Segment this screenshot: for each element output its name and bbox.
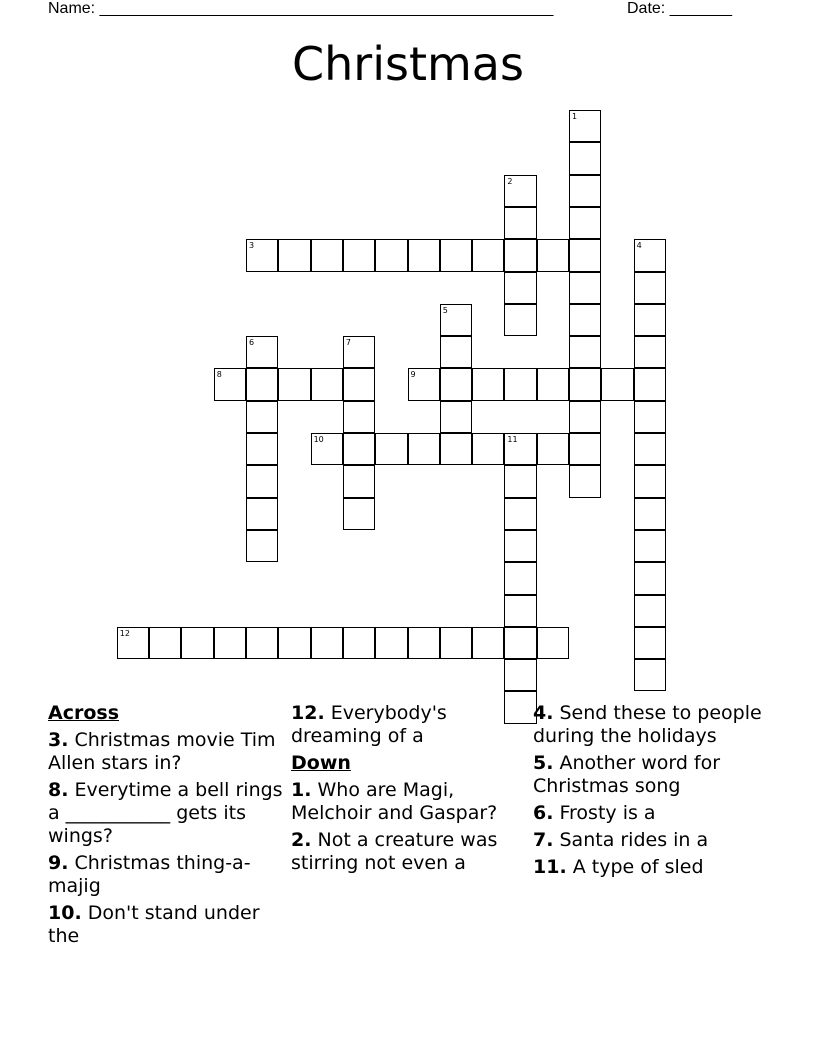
grid-cell[interactable]	[440, 368, 472, 400]
grid-cell[interactable]	[246, 401, 278, 433]
grid-cell[interactable]	[246, 465, 278, 497]
across-heading: Across	[48, 702, 120, 724]
clue-number: 12.	[291, 702, 325, 724]
grid-cell[interactable]	[472, 433, 504, 465]
grid-cell[interactable]	[375, 627, 407, 659]
clues-column-2	[291, 702, 526, 879]
clue-number: 1.	[291, 779, 312, 801]
grid-cell[interactable]	[634, 562, 666, 594]
name-field[interactable]: Name: ___________________________________________________	[48, 0, 554, 17]
grid-cell[interactable]	[634, 272, 666, 304]
clue-text: Santa rides in a	[553, 829, 709, 851]
grid-cell[interactable]	[569, 272, 601, 304]
clue-down-1	[291, 779, 526, 825]
grid-cell[interactable]	[343, 239, 375, 271]
grid-cell[interactable]	[472, 368, 504, 400]
grid-cell[interactable]	[634, 239, 666, 271]
grid-cell[interactable]	[569, 239, 601, 271]
clue-text: Not a creature was stirring not even a	[291, 829, 498, 874]
grid-cell[interactable]	[537, 627, 569, 659]
grid-cell[interactable]	[634, 336, 666, 368]
grid-cell[interactable]	[343, 433, 375, 465]
grid-cell[interactable]	[343, 336, 375, 368]
grid-cell[interactable]	[634, 659, 666, 691]
grid-cell[interactable]	[569, 401, 601, 433]
clue-text: Who are Magi, Melchoir and Gaspar?	[291, 779, 498, 824]
grid-cell[interactable]	[504, 433, 536, 465]
grid-cell[interactable]	[408, 627, 440, 659]
grid-cell[interactable]	[537, 239, 569, 271]
grid-cell[interactable]	[504, 498, 536, 530]
grid-cell[interactable]	[634, 304, 666, 336]
clue-number: 4.	[533, 702, 554, 724]
clue-number-label: 9	[410, 370, 416, 380]
grid-cell[interactable]	[343, 498, 375, 530]
clue-number-label: 5	[442, 305, 448, 315]
grid-cell[interactable]	[278, 239, 310, 271]
grid-cell[interactable]	[311, 433, 343, 465]
grid-cell[interactable]	[440, 627, 472, 659]
grid-cell[interactable]	[214, 627, 246, 659]
grid-cell[interactable]	[440, 304, 472, 336]
grid-cell[interactable]	[343, 401, 375, 433]
grid-cell[interactable]	[246, 498, 278, 530]
grid-cell[interactable]	[311, 368, 343, 400]
clue-across-8	[48, 779, 283, 848]
clue-number-label: 6	[249, 338, 255, 348]
grid-cell[interactable]	[246, 239, 278, 271]
grid-cell[interactable]	[408, 368, 440, 400]
clue-number-label: 7	[345, 338, 351, 348]
clue-down-6	[533, 802, 768, 825]
grid-cell[interactable]	[278, 368, 310, 400]
grid-cell[interactable]	[569, 336, 601, 368]
grid-cell[interactable]	[504, 562, 536, 594]
grid-cell[interactable]	[504, 595, 536, 627]
grid-cell[interactable]	[311, 239, 343, 271]
grid-cell[interactable]	[634, 465, 666, 497]
grid-cell[interactable]	[569, 465, 601, 497]
clue-text: Christmas thing-a-majig	[48, 852, 251, 897]
clue-number: 7.	[533, 829, 554, 851]
grid-cell[interactable]	[634, 595, 666, 627]
grid-cell[interactable]	[504, 304, 536, 336]
grid-cell[interactable]	[246, 433, 278, 465]
clue-number-label: 11	[507, 435, 518, 444]
grid-cell[interactable]	[634, 433, 666, 465]
grid-cell[interactable]	[311, 627, 343, 659]
clue-number-label: 4	[636, 241, 642, 251]
grid-cell[interactable]	[601, 368, 633, 400]
clue-number: 5.	[533, 752, 554, 774]
grid-cell[interactable]	[504, 659, 536, 691]
clue-text: Don't stand under the	[48, 902, 260, 947]
grid-cell[interactable]	[246, 627, 278, 659]
grid-cell[interactable]	[246, 368, 278, 400]
grid-cell[interactable]	[504, 368, 536, 400]
grid-cell[interactable]	[537, 368, 569, 400]
grid-cell[interactable]	[569, 304, 601, 336]
clue-down-7	[533, 829, 768, 852]
clue-down-11	[533, 856, 768, 879]
clues-column-3	[533, 702, 768, 883]
grid-cell[interactable]	[504, 272, 536, 304]
clue-across-12	[291, 702, 526, 748]
grid-cell[interactable]	[343, 627, 375, 659]
clue-down-4	[533, 702, 768, 748]
clue-text: Send these to people during the holidays	[533, 702, 762, 747]
clue-text: A type of sled	[566, 856, 704, 878]
grid-cell[interactable]	[214, 368, 246, 400]
clue-number-label: 12	[119, 628, 130, 638]
grid-cell[interactable]	[569, 175, 601, 207]
grid-cell[interactable]	[537, 433, 569, 465]
grid-cell[interactable]	[504, 175, 536, 207]
clue-number-label: 1	[572, 112, 578, 121]
grid-cell[interactable]	[408, 239, 440, 271]
clue-across-10	[48, 902, 283, 948]
puzzle-title: Christmas	[292, 37, 524, 91]
grid-cell[interactable]	[504, 239, 536, 271]
grid-cell[interactable]	[634, 530, 666, 562]
grid-cell[interactable]	[634, 401, 666, 433]
clue-number: 11.	[533, 856, 567, 878]
grid-cell[interactable]	[408, 433, 440, 465]
grid-cell[interactable]	[343, 368, 375, 400]
grid-cell[interactable]	[569, 433, 601, 465]
grid-cell[interactable]	[634, 368, 666, 400]
clues-column-1	[48, 702, 283, 952]
grid-cell[interactable]	[634, 627, 666, 659]
grid-cell[interactable]	[472, 627, 504, 659]
clue-text: Another word for Christmas song	[533, 752, 721, 797]
grid-cell[interactable]	[117, 627, 149, 659]
clue-text: Everytime a bell rings a ___________ gets its wings?	[48, 779, 283, 847]
grid-cell[interactable]	[440, 336, 472, 368]
grid-cell[interactable]	[149, 627, 181, 659]
clue-number-label: 3	[249, 241, 255, 251]
grid-cell[interactable]	[504, 627, 536, 659]
grid-cell[interactable]	[504, 465, 536, 497]
grid-cell[interactable]	[569, 207, 601, 239]
grid-cell[interactable]	[569, 142, 601, 174]
grid-cell[interactable]	[569, 110, 601, 142]
grid-cell[interactable]	[440, 239, 472, 271]
clue-across-3	[48, 729, 283, 775]
clue-number: 8.	[48, 779, 69, 801]
grid-cell[interactable]	[278, 627, 310, 659]
grid-cell[interactable]	[440, 401, 472, 433]
grid-cell[interactable]	[375, 433, 407, 465]
grid-cell[interactable]	[375, 239, 407, 271]
clue-text: Christmas movie Tim Allen stars in?	[48, 729, 276, 774]
clue-number: 2.	[291, 829, 312, 851]
grid-cell[interactable]	[634, 498, 666, 530]
grid-cell[interactable]	[181, 627, 213, 659]
clue-text: Everybody's dreaming of a	[291, 702, 447, 747]
clue-number: 3.	[48, 729, 69, 751]
grid-cell[interactable]	[472, 239, 504, 271]
clue-number-label: 8	[216, 370, 222, 380]
down-heading: Down	[291, 752, 351, 774]
clue-number: 9.	[48, 852, 69, 874]
grid-cell[interactable]	[246, 530, 278, 562]
clue-number: 10.	[48, 902, 82, 924]
grid-cell[interactable]	[246, 336, 278, 368]
clue-number-label: 2	[507, 176, 513, 186]
clue-down-2	[291, 829, 526, 875]
clue-across-9	[48, 852, 283, 898]
grid-cell[interactable]	[343, 465, 375, 497]
grid-cell[interactable]	[504, 530, 536, 562]
grid-cell[interactable]	[440, 433, 472, 465]
clue-number: 6.	[533, 802, 554, 824]
clue-down-5	[533, 752, 768, 798]
grid-cell[interactable]	[504, 207, 536, 239]
date-field[interactable]: Date: _______	[627, 0, 732, 17]
clue-text: Frosty is a	[553, 802, 656, 824]
clue-number-label: 10	[313, 435, 324, 444]
grid-cell[interactable]	[569, 368, 601, 400]
